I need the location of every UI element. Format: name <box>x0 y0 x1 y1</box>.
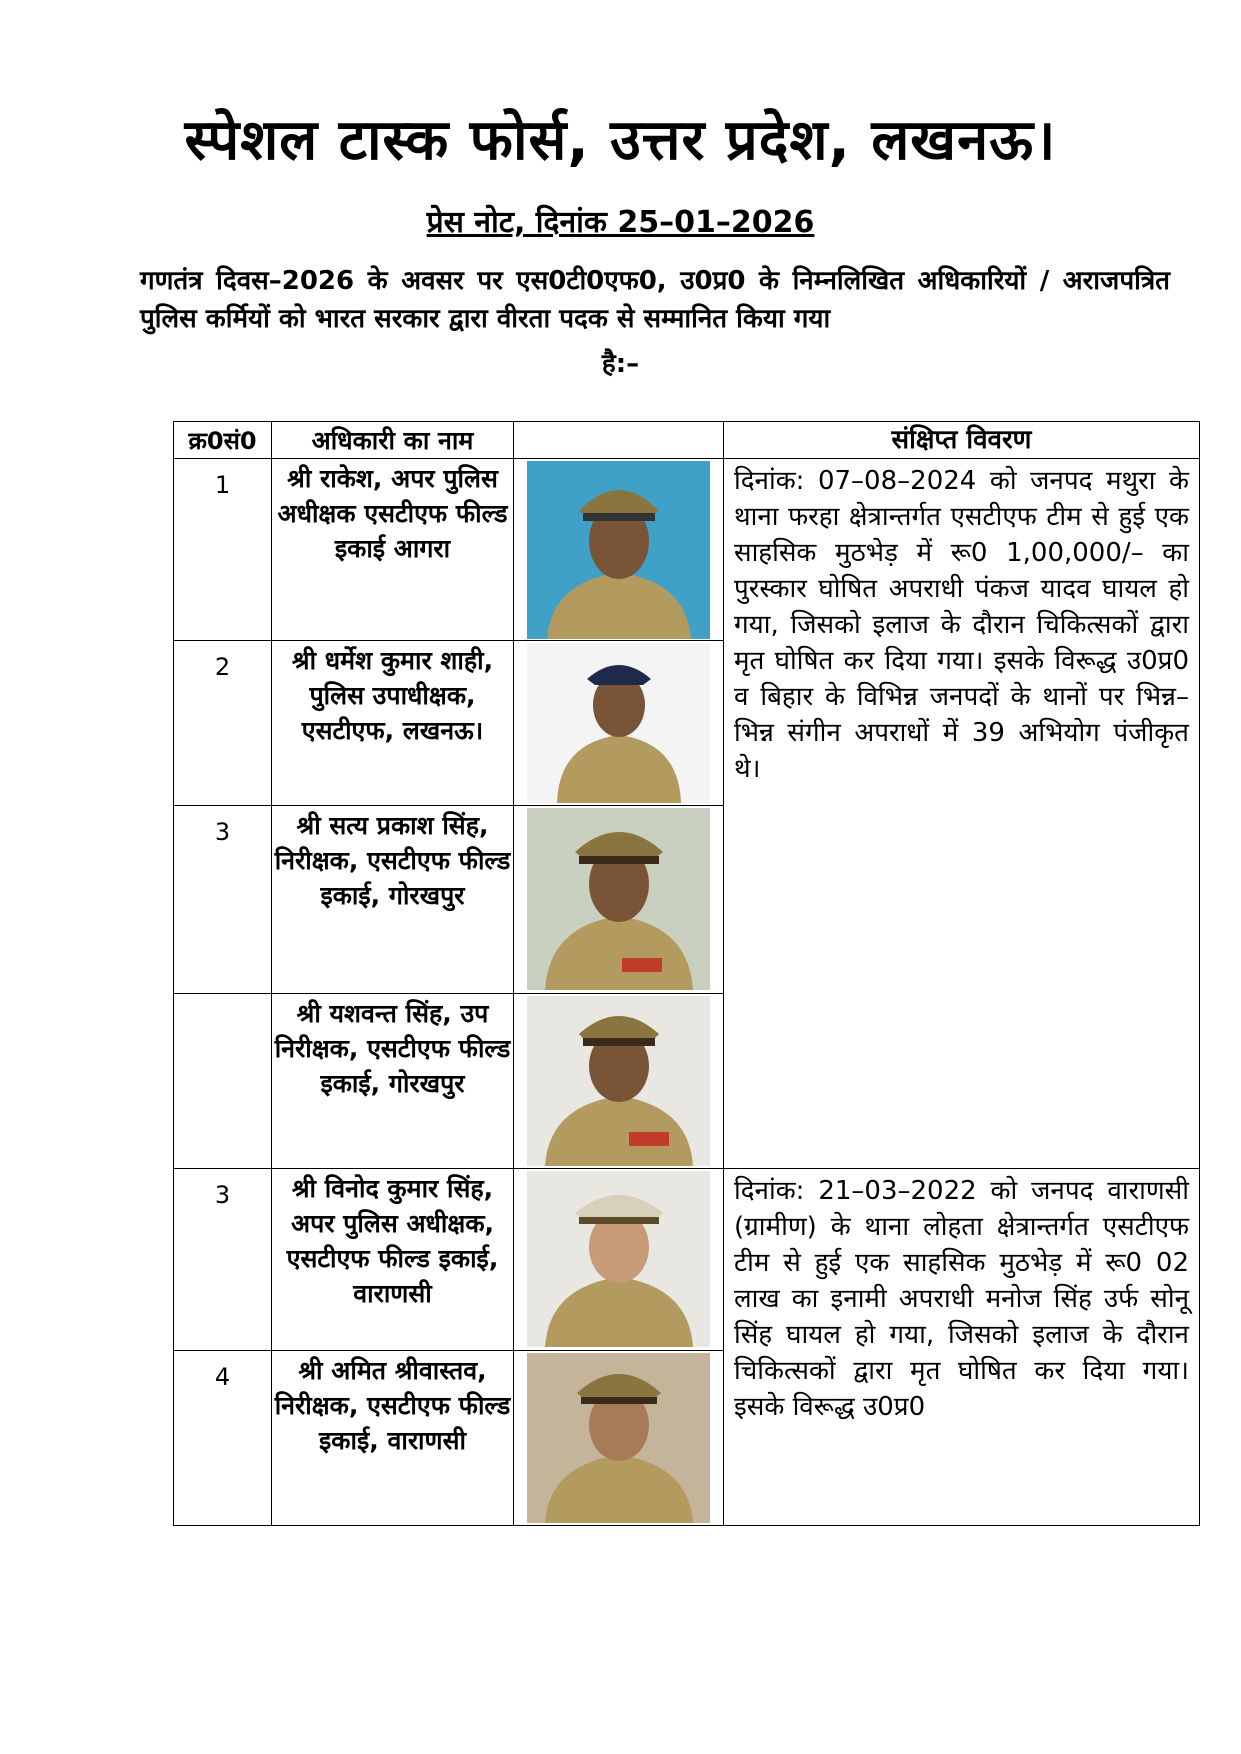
row-officer-name: श्री अमित श्रीवास्तव, निरीक्षक, एसटीएफ फील्ड इकाई, वाराणसी <box>272 1351 514 1526</box>
row-serial: 3 <box>174 1169 272 1351</box>
press-note-date: प्रेस नोट, दिनांक 25–01–2026 <box>426 205 815 240</box>
row-officer-name: श्री सत्य प्रकाश सिंह, निरीक्षक, एसटीएफ फील्ड इकाई, गोरखपुर <box>272 806 514 994</box>
row-officer-name: श्री विनोद कुमार सिंह, अपर पुलिस अधीक्षक, एसटीएफ फील्ड इकाई, वाराणसी <box>272 1169 514 1351</box>
header-serial: क्र0सं0 <box>174 422 272 459</box>
officer-photo-4 <box>527 996 710 1166</box>
page-title: स्पेशल टास्क फोर्स, उत्तर प्रदेश, लखनऊ। <box>184 108 1057 173</box>
photo-cell <box>514 994 724 1169</box>
description-1: दिनांक: 07–08–2024 को जनपद मथुरा के थाना फरहा क्षेत्रान्तर्गत एसटीएफ टीम से हुई एक साहसिक मुठभेड़ में रू0 1,00,000/– का पुरस्कार घोषित अपराधी पंकज यादव घायल हो गया, जिसको इलाज के दौरान चिकित्सकों द्वारा मृत घोषित कर दिया गया। इसके विरूद्ध उ0प्र0 व बिहार के विभिन्न जनपदों के थानों पर भिन्न–भिन्न संगीन अपराधों में 39 अभियोग पंजीकृत थे। <box>724 459 1200 1169</box>
table-row <box>174 1169 1200 1351</box>
officer-photo-2 <box>527 643 710 803</box>
row-officer-name: श्री यशवन्त सिंह, उप निरीक्षक, एसटीएफ फील्ड इकाई, गोरखपुर <box>272 994 514 1169</box>
intro-paragraph-end: है:– <box>601 349 640 379</box>
officer-photo-5 <box>527 1171 710 1347</box>
row-serial: 2 <box>174 641 272 806</box>
table-row <box>174 459 1200 641</box>
row-serial: 3 <box>174 806 272 994</box>
photo-cell <box>514 806 724 994</box>
row-serial: 4 <box>174 1351 272 1526</box>
photo-cell <box>514 1169 724 1351</box>
header-description: संक्षिप्त विवरण <box>724 422 1200 459</box>
row-serial: 1 <box>174 459 272 641</box>
table-header-row <box>174 422 1200 459</box>
photo-cell <box>514 459 724 641</box>
officer-photo-1 <box>527 461 710 639</box>
photo-cell <box>514 1351 724 1526</box>
subtitle-wrap <box>0 200 1241 241</box>
row-officer-name: श्री धर्मेश कुमार शाही, पुलिस उपाधीक्षक, एसटीएफ, लखनऊ। <box>272 641 514 806</box>
row-officer-name: श्री राकेश, अपर पुलिस अधीक्षक एसटीएफ फील्ड इकाई आगरा <box>272 459 514 641</box>
officer-photo-3 <box>527 808 710 990</box>
header-photo <box>514 422 724 459</box>
officer-photo-6 <box>527 1353 710 1523</box>
photo-cell <box>514 641 724 806</box>
intro-paragraph: गणतंत्र दिवस–2026 के अवसर पर एस0टी0एफ0, उ0प्र0 के निम्नलिखित अधिकारियों / अराजपत्रित पुलिस कर्मियों को भारत सरकार द्वारा वीरता पदक से सम्मानित किया गया <box>140 266 1170 334</box>
description-2: दिनांक: 21–03–2022 को जनपद वाराणसी (ग्रामीण) के थाना लोहता क्षेत्रान्तर्गत एसटीएफ टीम से हुई एक साहसिक मुठभेड़ में रू0 02 लाख का इनामी अपराधी मनोज सिंह उर्फ सोनू सिंह घायल हो गया, जिसको इलाज के दौरान चिकित्सकों द्वारा मृत घोषित कर दिया गया। इसके विरूद्ध उ0प्र0 <box>724 1169 1200 1526</box>
row-serial <box>174 994 272 1169</box>
header-officer-name: अधिकारी का नाम <box>272 422 514 459</box>
awardees-table <box>173 421 1200 1526</box>
